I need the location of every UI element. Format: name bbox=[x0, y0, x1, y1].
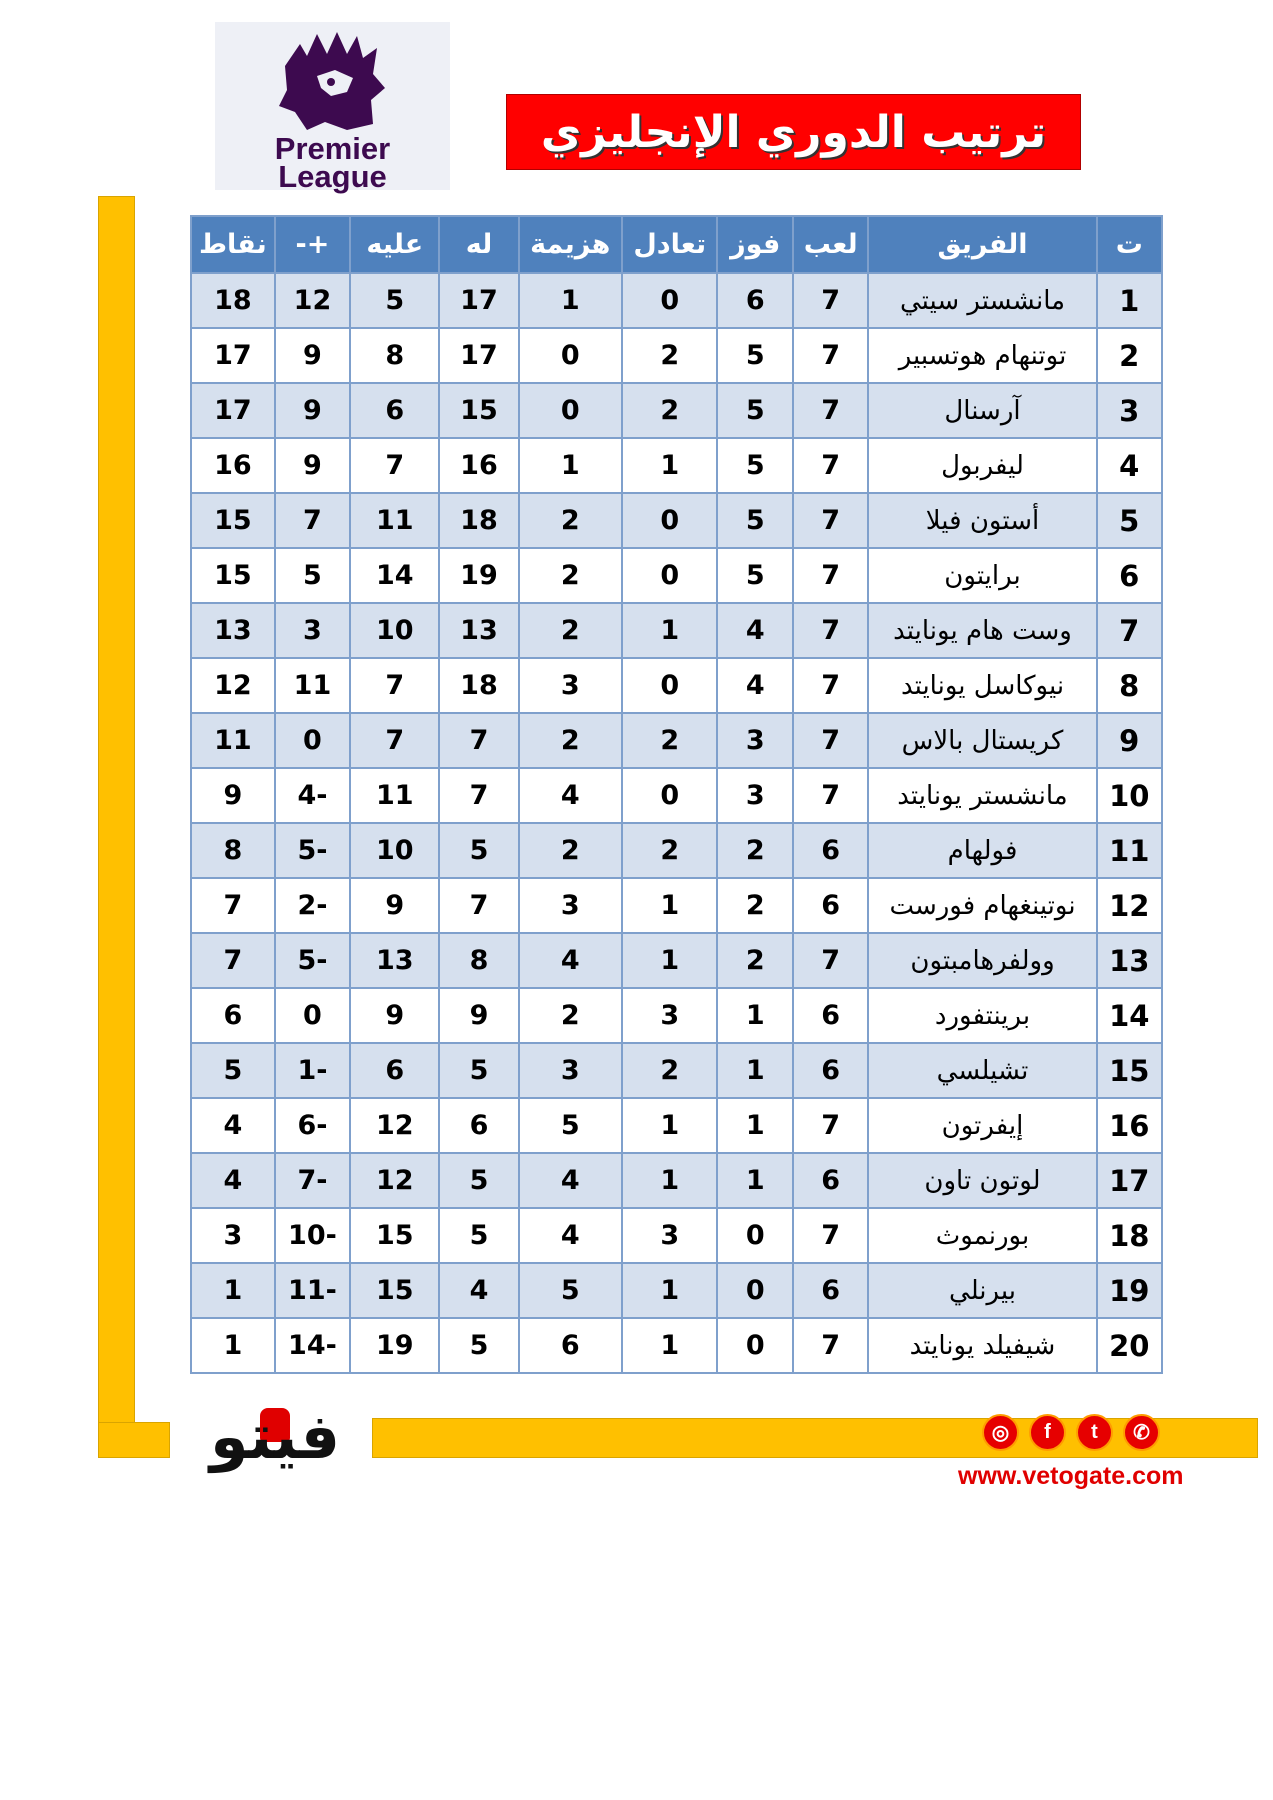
table-row bbox=[191, 1098, 1162, 1153]
cell-goal-difference: 0 bbox=[275, 713, 350, 768]
cell-goals-against: 8 bbox=[350, 328, 439, 383]
cell-points: 18 bbox=[191, 273, 275, 328]
cell-team: كريستال بالاس bbox=[868, 713, 1096, 768]
cell-team: وست هام يونايتد bbox=[868, 603, 1096, 658]
header-lost: هزيمة bbox=[519, 216, 622, 273]
table-row bbox=[191, 383, 1162, 438]
cell-team: برينتفورد bbox=[868, 988, 1096, 1043]
table-row bbox=[191, 1043, 1162, 1098]
cell-drawn: 1 bbox=[622, 1318, 718, 1373]
cell-played: 6 bbox=[793, 1153, 869, 1208]
cell-lost: 2 bbox=[519, 548, 622, 603]
cell-drawn: 1 bbox=[622, 933, 718, 988]
header-played: لعب bbox=[793, 216, 869, 273]
cell-drawn: 0 bbox=[622, 658, 718, 713]
cell-goal-difference: -5 bbox=[275, 933, 350, 988]
frame-bottom-left-bar bbox=[98, 1422, 170, 1458]
cell-goals-for: 7 bbox=[439, 768, 518, 823]
page-title: ترتيب الدوري الإنجليزي bbox=[540, 106, 1047, 158]
cell-points: 17 bbox=[191, 383, 275, 438]
cell-goal-difference: 9 bbox=[275, 328, 350, 383]
cell-goals-for: 6 bbox=[439, 1098, 518, 1153]
cell-goal-difference: 3 bbox=[275, 603, 350, 658]
cell-rank: 18 bbox=[1097, 1208, 1162, 1263]
cell-lost: 1 bbox=[519, 273, 622, 328]
cell-points: 3 bbox=[191, 1208, 275, 1263]
cell-played: 6 bbox=[793, 1263, 869, 1318]
cell-played: 7 bbox=[793, 1208, 869, 1263]
cell-lost: 4 bbox=[519, 933, 622, 988]
cell-rank: 9 bbox=[1097, 713, 1162, 768]
cell-goals-for: 5 bbox=[439, 823, 518, 878]
cell-rank: 15 bbox=[1097, 1043, 1162, 1098]
cell-won: 2 bbox=[717, 878, 792, 933]
cell-goal-difference: 11 bbox=[275, 658, 350, 713]
cell-goals-against: 6 bbox=[350, 383, 439, 438]
header-goals-against: عليه bbox=[350, 216, 439, 273]
cell-points: 12 bbox=[191, 658, 275, 713]
cell-drawn: 2 bbox=[622, 823, 718, 878]
cell-goals-for: 7 bbox=[439, 713, 518, 768]
cell-lost: 0 bbox=[519, 383, 622, 438]
cell-points: 17 bbox=[191, 328, 275, 383]
cell-points: 4 bbox=[191, 1153, 275, 1208]
cell-team: فولهام bbox=[868, 823, 1096, 878]
cell-team: بورنموث bbox=[868, 1208, 1096, 1263]
cell-lost: 3 bbox=[519, 1043, 622, 1098]
cell-played: 7 bbox=[793, 438, 869, 493]
cell-played: 7 bbox=[793, 493, 869, 548]
cell-team: بيرنلي bbox=[868, 1263, 1096, 1318]
cell-drawn: 1 bbox=[622, 438, 718, 493]
cell-goals-against: 6 bbox=[350, 1043, 439, 1098]
table-row bbox=[191, 658, 1162, 713]
cell-goals-against: 10 bbox=[350, 603, 439, 658]
cell-goals-for: 5 bbox=[439, 1318, 518, 1373]
cell-goal-difference: -5 bbox=[275, 823, 350, 878]
cell-goals-against: 12 bbox=[350, 1098, 439, 1153]
table-row bbox=[191, 878, 1162, 933]
cell-goals-for: 8 bbox=[439, 933, 518, 988]
table-row bbox=[191, 438, 1162, 493]
website-url[interactable]: www.vetogate.com bbox=[958, 1462, 1184, 1490]
cell-points: 6 bbox=[191, 988, 275, 1043]
cell-played: 6 bbox=[793, 1043, 869, 1098]
cell-lost: 6 bbox=[519, 1318, 622, 1373]
cell-played: 7 bbox=[793, 1318, 869, 1373]
cell-goals-against: 19 bbox=[350, 1318, 439, 1373]
table-row bbox=[191, 1153, 1162, 1208]
cell-lost: 2 bbox=[519, 713, 622, 768]
cell-goal-difference: -11 bbox=[275, 1263, 350, 1318]
cell-goals-against: 11 bbox=[350, 768, 439, 823]
logo-line-1: Premier bbox=[274, 131, 391, 166]
cell-drawn: 1 bbox=[622, 1263, 718, 1318]
cell-rank: 3 bbox=[1097, 383, 1162, 438]
cell-lost: 2 bbox=[519, 603, 622, 658]
cell-lost: 3 bbox=[519, 658, 622, 713]
cell-won: 0 bbox=[717, 1263, 792, 1318]
cell-team: أستون فيلا bbox=[868, 493, 1096, 548]
cell-goals-for: 13 bbox=[439, 603, 518, 658]
cell-drawn: 2 bbox=[622, 383, 718, 438]
cell-won: 1 bbox=[717, 988, 792, 1043]
cell-team: توتنهام هوتسبير bbox=[868, 328, 1096, 383]
cell-won: 6 bbox=[717, 273, 792, 328]
cell-goals-against: 7 bbox=[350, 438, 439, 493]
cell-won: 1 bbox=[717, 1153, 792, 1208]
cell-goals-for: 18 bbox=[439, 493, 518, 548]
table-row bbox=[191, 933, 1162, 988]
table-header-row bbox=[191, 216, 1162, 273]
cell-won: 5 bbox=[717, 328, 792, 383]
cell-points: 1 bbox=[191, 1318, 275, 1373]
cell-played: 7 bbox=[793, 383, 869, 438]
cell-team: نوتينغهام فورست bbox=[868, 878, 1096, 933]
cell-won: 5 bbox=[717, 548, 792, 603]
cell-goals-for: 5 bbox=[439, 1043, 518, 1098]
cell-team: نيوكاسل يونايتد bbox=[868, 658, 1096, 713]
cell-points: 11 bbox=[191, 713, 275, 768]
table-row bbox=[191, 1318, 1162, 1373]
instagram-icon[interactable]: ◎ bbox=[982, 1414, 1019, 1451]
cell-goals-for: 16 bbox=[439, 438, 518, 493]
cell-won: 0 bbox=[717, 1318, 792, 1373]
cell-goals-for: 5 bbox=[439, 1153, 518, 1208]
cell-won: 3 bbox=[717, 713, 792, 768]
cell-goals-against: 5 bbox=[350, 273, 439, 328]
cell-team: تشيلسي bbox=[868, 1043, 1096, 1098]
cell-goals-for: 19 bbox=[439, 548, 518, 603]
cell-won: 3 bbox=[717, 768, 792, 823]
table-row bbox=[191, 823, 1162, 878]
table-row bbox=[191, 988, 1162, 1043]
cell-played: 7 bbox=[793, 713, 869, 768]
cell-lost: 4 bbox=[519, 1208, 622, 1263]
cell-points: 13 bbox=[191, 603, 275, 658]
whatsapp-icon[interactable]: ✆ bbox=[1123, 1414, 1160, 1451]
cell-drawn: 3 bbox=[622, 1208, 718, 1263]
header-rank: ت bbox=[1097, 216, 1162, 273]
frame-vertical-bar bbox=[98, 196, 135, 1458]
cell-points: 5 bbox=[191, 1043, 275, 1098]
cell-goal-difference: -2 bbox=[275, 878, 350, 933]
cell-goal-difference: -7 bbox=[275, 1153, 350, 1208]
cell-won: 5 bbox=[717, 383, 792, 438]
cell-rank: 14 bbox=[1097, 988, 1162, 1043]
table-row bbox=[191, 1208, 1162, 1263]
cell-goals-against: 7 bbox=[350, 713, 439, 768]
cell-won: 1 bbox=[717, 1043, 792, 1098]
cell-goal-difference: 5 bbox=[275, 548, 350, 603]
cell-drawn: 1 bbox=[622, 1098, 718, 1153]
cell-points: 8 bbox=[191, 823, 275, 878]
cell-drawn: 3 bbox=[622, 988, 718, 1043]
cell-goals-against: 10 bbox=[350, 823, 439, 878]
lion-crest-icon bbox=[255, 26, 410, 136]
cell-goals-for: 15 bbox=[439, 383, 518, 438]
cell-team: ليفربول bbox=[868, 438, 1096, 493]
table-row bbox=[191, 493, 1162, 548]
cell-played: 7 bbox=[793, 768, 869, 823]
cell-goals-for: 4 bbox=[439, 1263, 518, 1318]
cell-rank: 5 bbox=[1097, 493, 1162, 548]
cell-drawn: 1 bbox=[622, 603, 718, 658]
cell-drawn: 2 bbox=[622, 328, 718, 383]
cell-team: مانشستر يونايتد bbox=[868, 768, 1096, 823]
cell-points: 15 bbox=[191, 548, 275, 603]
cell-lost: 4 bbox=[519, 768, 622, 823]
cell-played: 7 bbox=[793, 933, 869, 988]
table-row bbox=[191, 1263, 1162, 1318]
cell-rank: 2 bbox=[1097, 328, 1162, 383]
cell-team: لوتون تاون bbox=[868, 1153, 1096, 1208]
table-row bbox=[191, 548, 1162, 603]
cell-drawn: 0 bbox=[622, 768, 718, 823]
header-points: نقاط bbox=[191, 216, 275, 273]
cell-team: آرسنال bbox=[868, 383, 1096, 438]
cell-goal-difference: -10 bbox=[275, 1208, 350, 1263]
cell-points: 16 bbox=[191, 438, 275, 493]
header-won: فوز bbox=[717, 216, 792, 273]
cell-rank: 19 bbox=[1097, 1263, 1162, 1318]
cell-team: شيفيلد يونايتد bbox=[868, 1318, 1096, 1373]
cell-drawn: 2 bbox=[622, 1043, 718, 1098]
cell-rank: 12 bbox=[1097, 878, 1162, 933]
title-banner bbox=[506, 94, 1081, 170]
cell-team: وولفرهامبتون bbox=[868, 933, 1096, 988]
cell-won: 5 bbox=[717, 493, 792, 548]
cell-goals-against: 13 bbox=[350, 933, 439, 988]
cell-goal-difference: -4 bbox=[275, 768, 350, 823]
cell-goal-difference: 0 bbox=[275, 988, 350, 1043]
standings-table bbox=[190, 215, 1163, 1374]
cell-points: 9 bbox=[191, 768, 275, 823]
cell-lost: 4 bbox=[519, 1153, 622, 1208]
cell-goals-against: 7 bbox=[350, 658, 439, 713]
cell-goal-difference: -14 bbox=[275, 1318, 350, 1373]
cell-lost: 5 bbox=[519, 1263, 622, 1318]
cell-drawn: 1 bbox=[622, 1153, 718, 1208]
cell-rank: 20 bbox=[1097, 1318, 1162, 1373]
cell-rank: 1 bbox=[1097, 273, 1162, 328]
cell-goals-against: 15 bbox=[350, 1263, 439, 1318]
cell-goals-for: 17 bbox=[439, 328, 518, 383]
table-row bbox=[191, 768, 1162, 823]
cell-goals-against: 9 bbox=[350, 878, 439, 933]
cell-points: 15 bbox=[191, 493, 275, 548]
cell-rank: 11 bbox=[1097, 823, 1162, 878]
cell-drawn: 0 bbox=[622, 493, 718, 548]
cell-rank: 13 bbox=[1097, 933, 1162, 988]
cell-won: 4 bbox=[717, 603, 792, 658]
cell-played: 7 bbox=[793, 548, 869, 603]
cell-rank: 6 bbox=[1097, 548, 1162, 603]
cell-drawn: 1 bbox=[622, 878, 718, 933]
cell-played: 6 bbox=[793, 988, 869, 1043]
cell-played: 7 bbox=[793, 328, 869, 383]
header-drawn: تعادل bbox=[622, 216, 718, 273]
cell-goals-for: 5 bbox=[439, 1208, 518, 1263]
cell-rank: 8 bbox=[1097, 658, 1162, 713]
cell-lost: 0 bbox=[519, 328, 622, 383]
cell-goals-against: 9 bbox=[350, 988, 439, 1043]
cell-rank: 16 bbox=[1097, 1098, 1162, 1153]
cell-goals-for: 18 bbox=[439, 658, 518, 713]
cell-lost: 2 bbox=[519, 493, 622, 548]
cell-drawn: 0 bbox=[622, 548, 718, 603]
header-team: الفريق bbox=[868, 216, 1096, 273]
cell-won: 2 bbox=[717, 823, 792, 878]
cell-goal-difference: -6 bbox=[275, 1098, 350, 1153]
cell-points: 7 bbox=[191, 933, 275, 988]
cell-lost: 2 bbox=[519, 823, 622, 878]
logo-line-2: League bbox=[278, 159, 387, 194]
header-goal-difference: +- bbox=[275, 216, 350, 273]
cell-goals-for: 17 bbox=[439, 273, 518, 328]
social-icons bbox=[982, 1414, 1160, 1451]
cell-rank: 7 bbox=[1097, 603, 1162, 658]
cell-goal-difference: 9 bbox=[275, 383, 350, 438]
cell-won: 2 bbox=[717, 933, 792, 988]
cell-played: 7 bbox=[793, 1098, 869, 1153]
cell-goal-difference: -1 bbox=[275, 1043, 350, 1098]
cell-lost: 2 bbox=[519, 988, 622, 1043]
cell-played: 6 bbox=[793, 823, 869, 878]
cell-goal-difference: 9 bbox=[275, 438, 350, 493]
cell-goal-difference: 12 bbox=[275, 273, 350, 328]
cell-goals-against: 11 bbox=[350, 493, 439, 548]
cell-goals-against: 12 bbox=[350, 1153, 439, 1208]
cell-rank: 17 bbox=[1097, 1153, 1162, 1208]
cell-lost: 5 bbox=[519, 1098, 622, 1153]
cell-won: 4 bbox=[717, 658, 792, 713]
cell-drawn: 2 bbox=[622, 713, 718, 768]
cell-lost: 3 bbox=[519, 878, 622, 933]
cell-goals-for: 7 bbox=[439, 878, 518, 933]
cell-goal-difference: 7 bbox=[275, 493, 350, 548]
cell-points: 7 bbox=[191, 878, 275, 933]
cell-drawn: 0 bbox=[622, 273, 718, 328]
cell-won: 5 bbox=[717, 438, 792, 493]
cell-won: 1 bbox=[717, 1098, 792, 1153]
table-row bbox=[191, 713, 1162, 768]
table-row bbox=[191, 328, 1162, 383]
cell-goals-against: 14 bbox=[350, 548, 439, 603]
premier-league-logo bbox=[215, 22, 450, 194]
veto-brand-text: فيتو bbox=[209, 1400, 341, 1473]
cell-played: 7 bbox=[793, 603, 869, 658]
cell-rank: 4 bbox=[1097, 438, 1162, 493]
cell-won: 0 bbox=[717, 1208, 792, 1263]
header-goals-for: له bbox=[439, 216, 518, 273]
cell-lost: 1 bbox=[519, 438, 622, 493]
facebook-icon[interactable]: f bbox=[1029, 1414, 1066, 1451]
cell-points: 1 bbox=[191, 1263, 275, 1318]
cell-team: برايتون bbox=[868, 548, 1096, 603]
cell-played: 7 bbox=[793, 658, 869, 713]
cell-rank: 10 bbox=[1097, 768, 1162, 823]
twitter-icon[interactable]: t bbox=[1076, 1414, 1113, 1451]
cell-goals-for: 9 bbox=[439, 988, 518, 1043]
table-row bbox=[191, 273, 1162, 328]
cell-team: إيفرتون bbox=[868, 1098, 1096, 1153]
table-row bbox=[191, 603, 1162, 658]
cell-team: مانشستر سيتي bbox=[868, 273, 1096, 328]
cell-played: 6 bbox=[793, 878, 869, 933]
cell-played: 7 bbox=[793, 273, 869, 328]
veto-logo bbox=[190, 1400, 360, 1490]
cell-points: 4 bbox=[191, 1098, 275, 1153]
cell-goals-against: 15 bbox=[350, 1208, 439, 1263]
